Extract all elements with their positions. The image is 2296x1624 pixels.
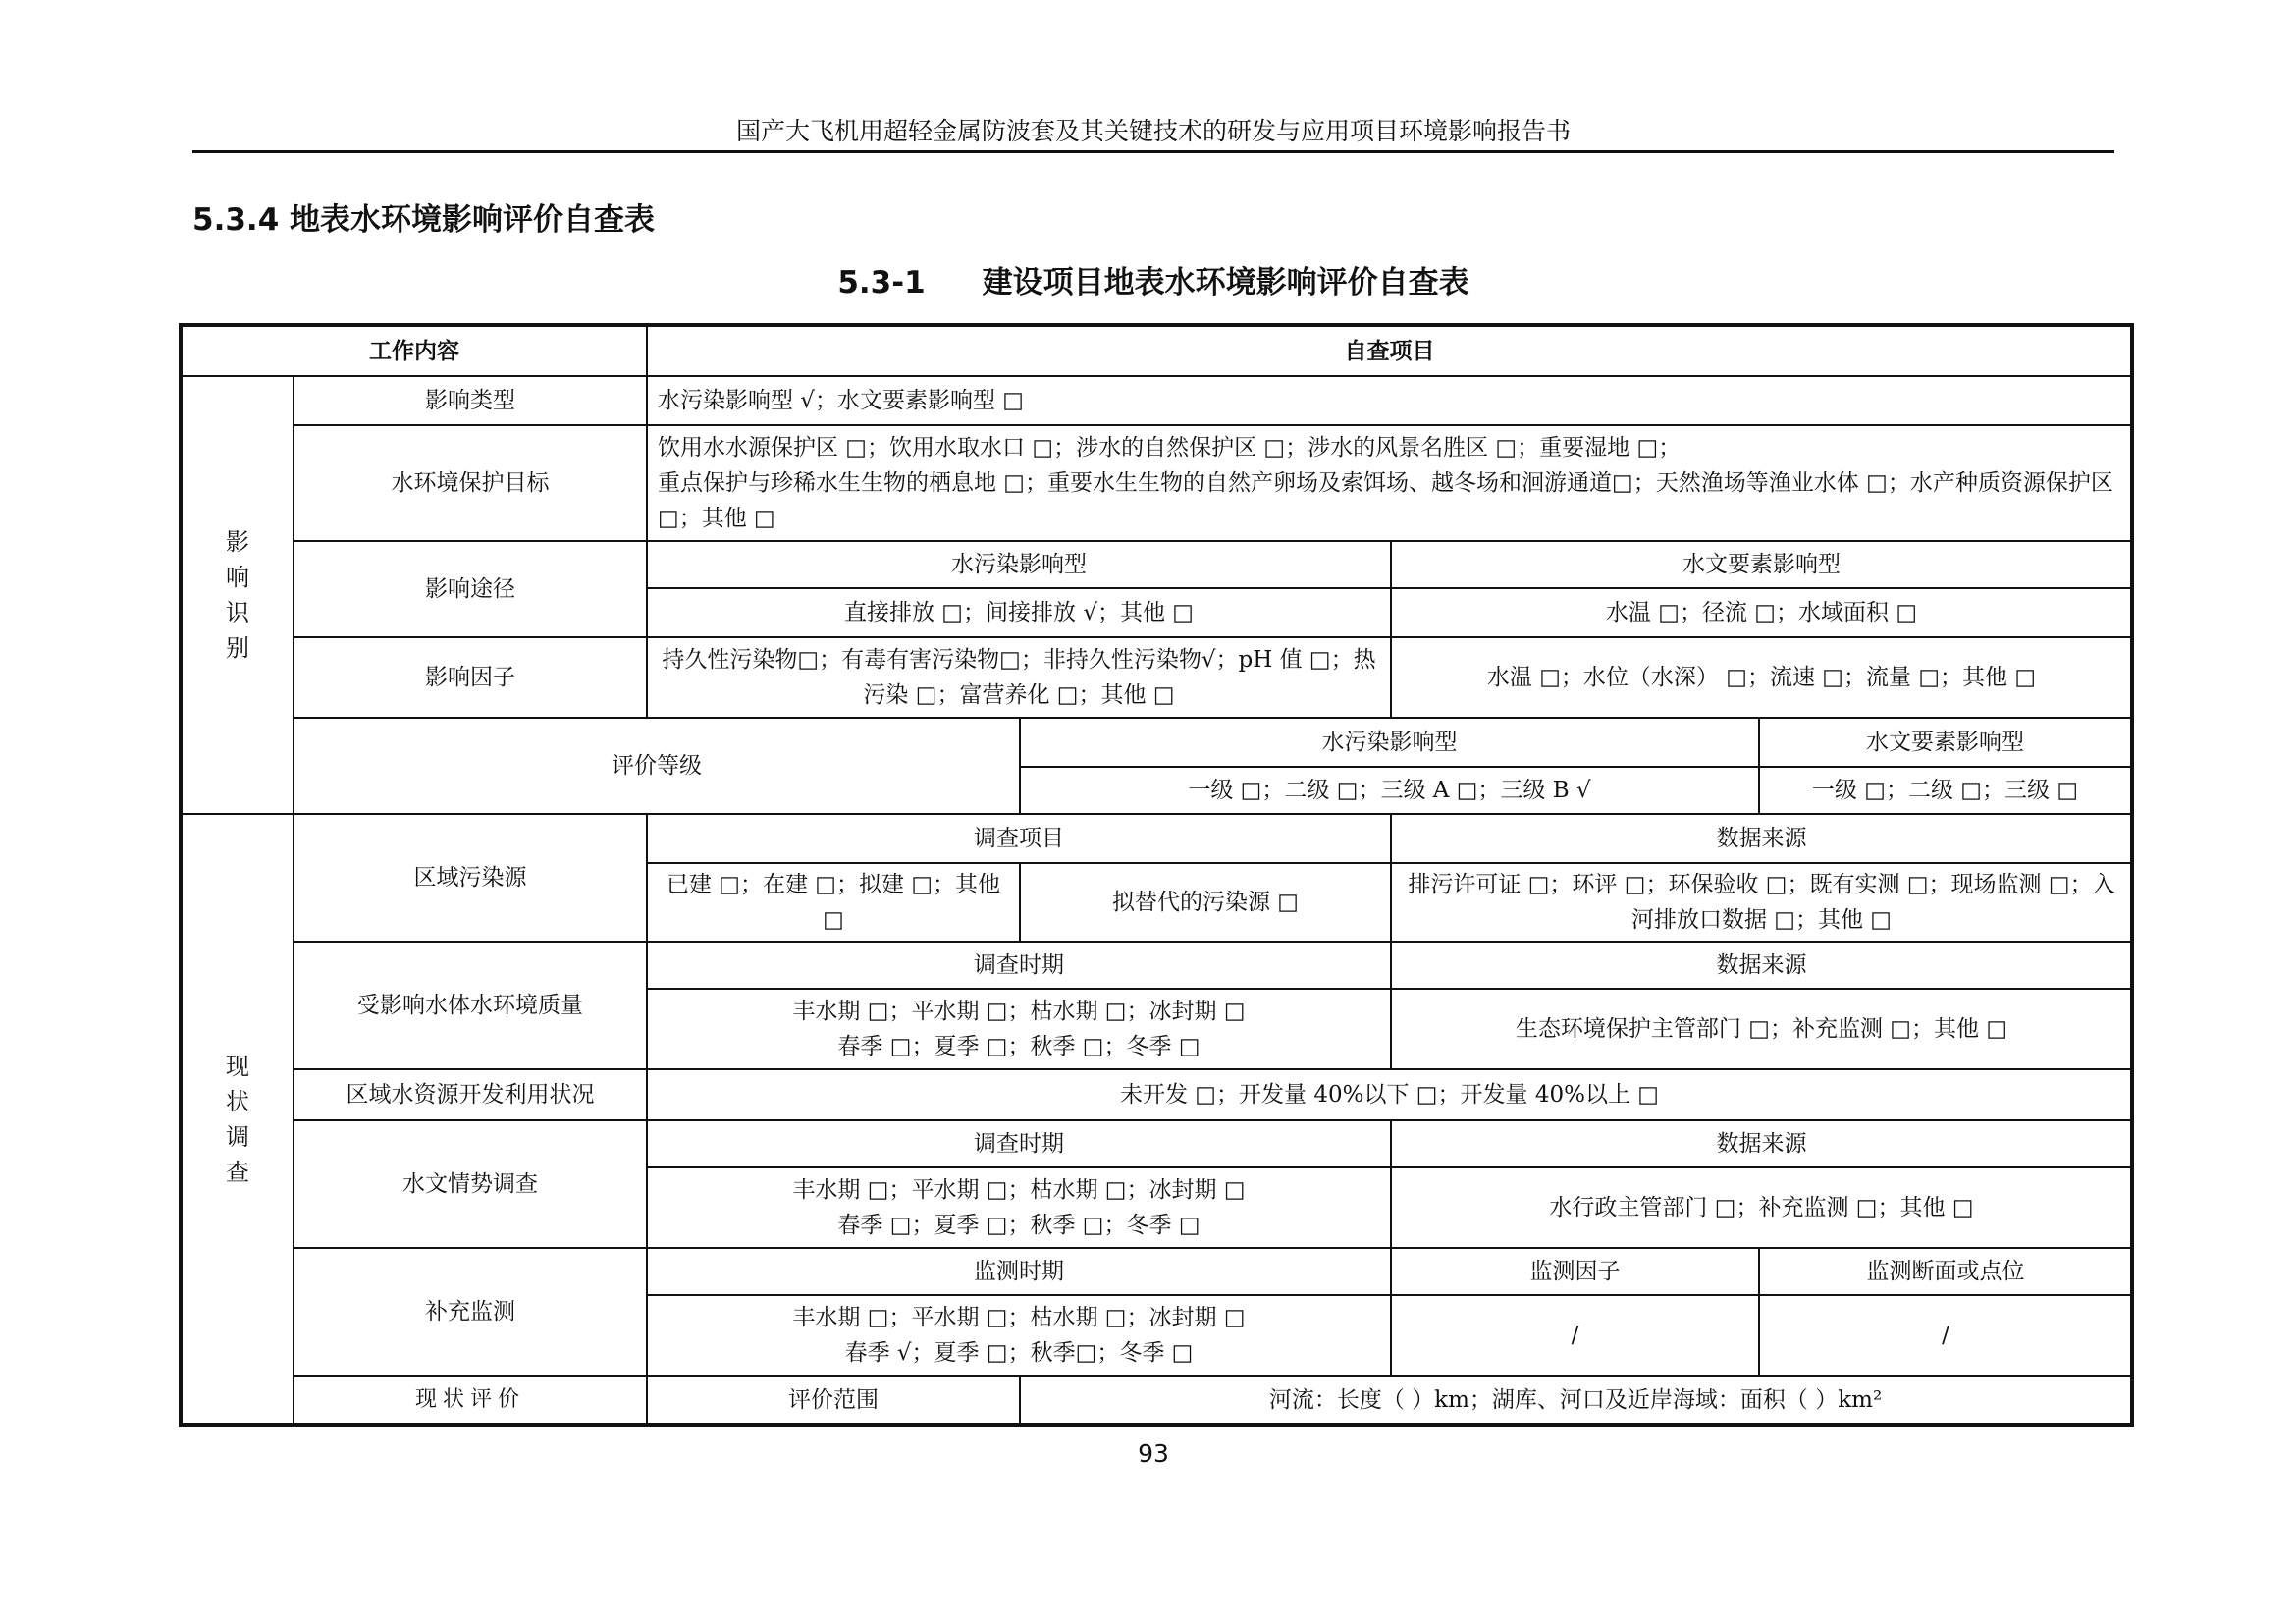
table-number: 5.3-1 [837,265,926,300]
table-title-text: 建设项目地表水环境影响评价自查表 [982,265,1469,300]
hydro-survey-label: 水文情势调查 [294,1120,647,1248]
supplement-monitor-section-value: / [1759,1295,2132,1376]
table-title [192,257,2114,301]
hydro-survey-col-period: 调查时期 [647,1120,1391,1167]
hydro-survey-col-source: 数据来源 [1391,1120,2132,1167]
water-quality-period-line2: 春季 □；夏季 □；秋季 □；冬季 □ [837,1034,1201,1059]
impact-route-pollution-value: 直接排放 □；间接排放 √；其他 □ [647,588,1391,637]
section-heading: 5.3.4 地表水环境影响评价自查表 [192,202,656,238]
impact-factor-hydro-value: 水温 □；水位（水深） □；流速 □；流量 □；其他 □ [1391,637,2132,718]
water-resource-value: 未开发 □；开发量 40%以下 □；开发量 40%以上 □ [647,1069,2132,1120]
hydro-survey-period-line1: 丰水期 □；平水期 □；枯水期 □；冰封期 □ [792,1177,1246,1203]
protection-target-line1: 饮用水水源保护区 □；饮用水取水口 □；涉水的自然保护区 □；涉水的风景名胜区 □；重要湿地 □； [658,435,1682,460]
water-quality-period-line1: 丰水期 □；平水期 □；枯水期 □；冰封期 □ [792,999,1246,1024]
eval-range-value: 河流：长度（ ）km；湖库、河口及近岸海域：面积（ ）km² [1020,1376,2132,1425]
impact-type-value: 水污染影响型 √；水文要素影响型 □ [647,376,2132,425]
supplement-monitor-factor-value: / [1391,1295,1759,1376]
header-rule [192,150,2114,153]
water-quality-col-period: 调查时期 [647,942,1391,989]
water-quality-label: 受影响水体水环境质量 [294,942,647,1069]
water-quality-col-source: 数据来源 [1391,942,2132,989]
page-number: 93 [1138,1439,1169,1468]
eval-grade-label: 评价等级 [294,718,1020,814]
hydro-survey-period-line2: 春季 □；夏季 □；秋季 □；冬季 □ [837,1213,1201,1238]
eval-range-label: 评价范围 [647,1376,1020,1425]
supplement-monitor-period-value [647,1295,1391,1376]
impact-factor-pollution-value: 持久性污染物□；有毒有害污染物□；非持久性污染物√；pH 值 □；热污染 □；富营养化 □；其他 □ [647,637,1391,718]
impact-type-label: 影响类型 [294,376,647,425]
eval-grade-col-hydro: 水文要素影响型 [1759,718,2132,767]
impact-route-hydro-value: 水温 □；径流 □；水域面积 □ [1391,588,2132,637]
impact-route-col-pollution: 水污染影响型 [647,541,1391,588]
hydro-survey-period-value [647,1167,1391,1248]
regional-pollution-col-source: 数据来源 [1391,814,2132,863]
group-status-evaluation: 现状评价 [294,1376,647,1425]
header-self-check: 自查项目 [647,325,2132,376]
water-quality-period-value [647,989,1391,1069]
eval-grade-pollution-value: 一级 □；二级 □；三级 A □；三级 B √ [1020,767,1759,814]
regional-pollution-col-items: 调查项目 [647,814,1391,863]
self-check-table [179,323,2134,1427]
protection-target-value [647,425,2132,541]
protection-target-label: 水环境保护目标 [294,425,647,541]
eval-grade-hydro-value: 一级 □；二级 □；三级 □ [1759,767,2132,814]
supplement-monitor-col-section: 监测断面或点位 [1759,1248,2132,1295]
protection-target-line2: 重点保护与珍稀水生生物的栖息地 □；重要水生生物的自然产卵场及索饵场、越冬场和洄游通道□；天然渔场等渔业水体 □；水产种质资源保护区□；其他 □ [658,470,2113,531]
regional-pollution-status-value: 已建 □；在建 □；拟建 □；其他 □ [647,863,1020,942]
supplement-monitor-col-period: 监测时期 [647,1248,1391,1295]
impact-factor-label: 影响因子 [294,637,647,718]
supplement-monitor-col-factor: 监测因子 [1391,1248,1759,1295]
group-status-survey: 现状调查 [181,814,294,1425]
group-impact-identification: 影响识别 [181,376,294,814]
running-header: 国产大飞机用超轻金属防波套及其关键技术的研发与应用项目环境影响报告书 [735,117,1571,145]
supplement-monitor-label: 补充监测 [294,1248,647,1376]
header-work-content: 工作内容 [181,325,647,376]
supplement-monitor-period-line2: 春季 √；夏季 □；秋季□；冬季 □ [844,1340,1194,1366]
impact-route-label: 影响途径 [294,541,647,637]
regional-pollution-replace-value: 拟替代的污染源 □ [1020,863,1391,942]
water-quality-source-value: 生态环境保护主管部门 □；补充监测 □；其他 □ [1391,989,2132,1069]
regional-pollution-source-value: 排污许可证 □；环评 □；环保验收 □；既有实测 □；现场监测 □；入河排放口数据 □；其他 □ [1391,863,2132,942]
eval-grade-col-pollution: 水污染影响型 [1020,718,1759,767]
supplement-monitor-period-line1: 丰水期 □；平水期 □；枯水期 □；冰封期 □ [792,1305,1246,1330]
regional-pollution-label: 区域污染源 [294,814,647,942]
impact-route-col-hydro: 水文要素影响型 [1391,541,2132,588]
hydro-survey-source-value: 水行政主管部门 □；补充监测 □；其他 □ [1391,1167,2132,1248]
water-resource-label: 区域水资源开发利用状况 [294,1069,647,1120]
